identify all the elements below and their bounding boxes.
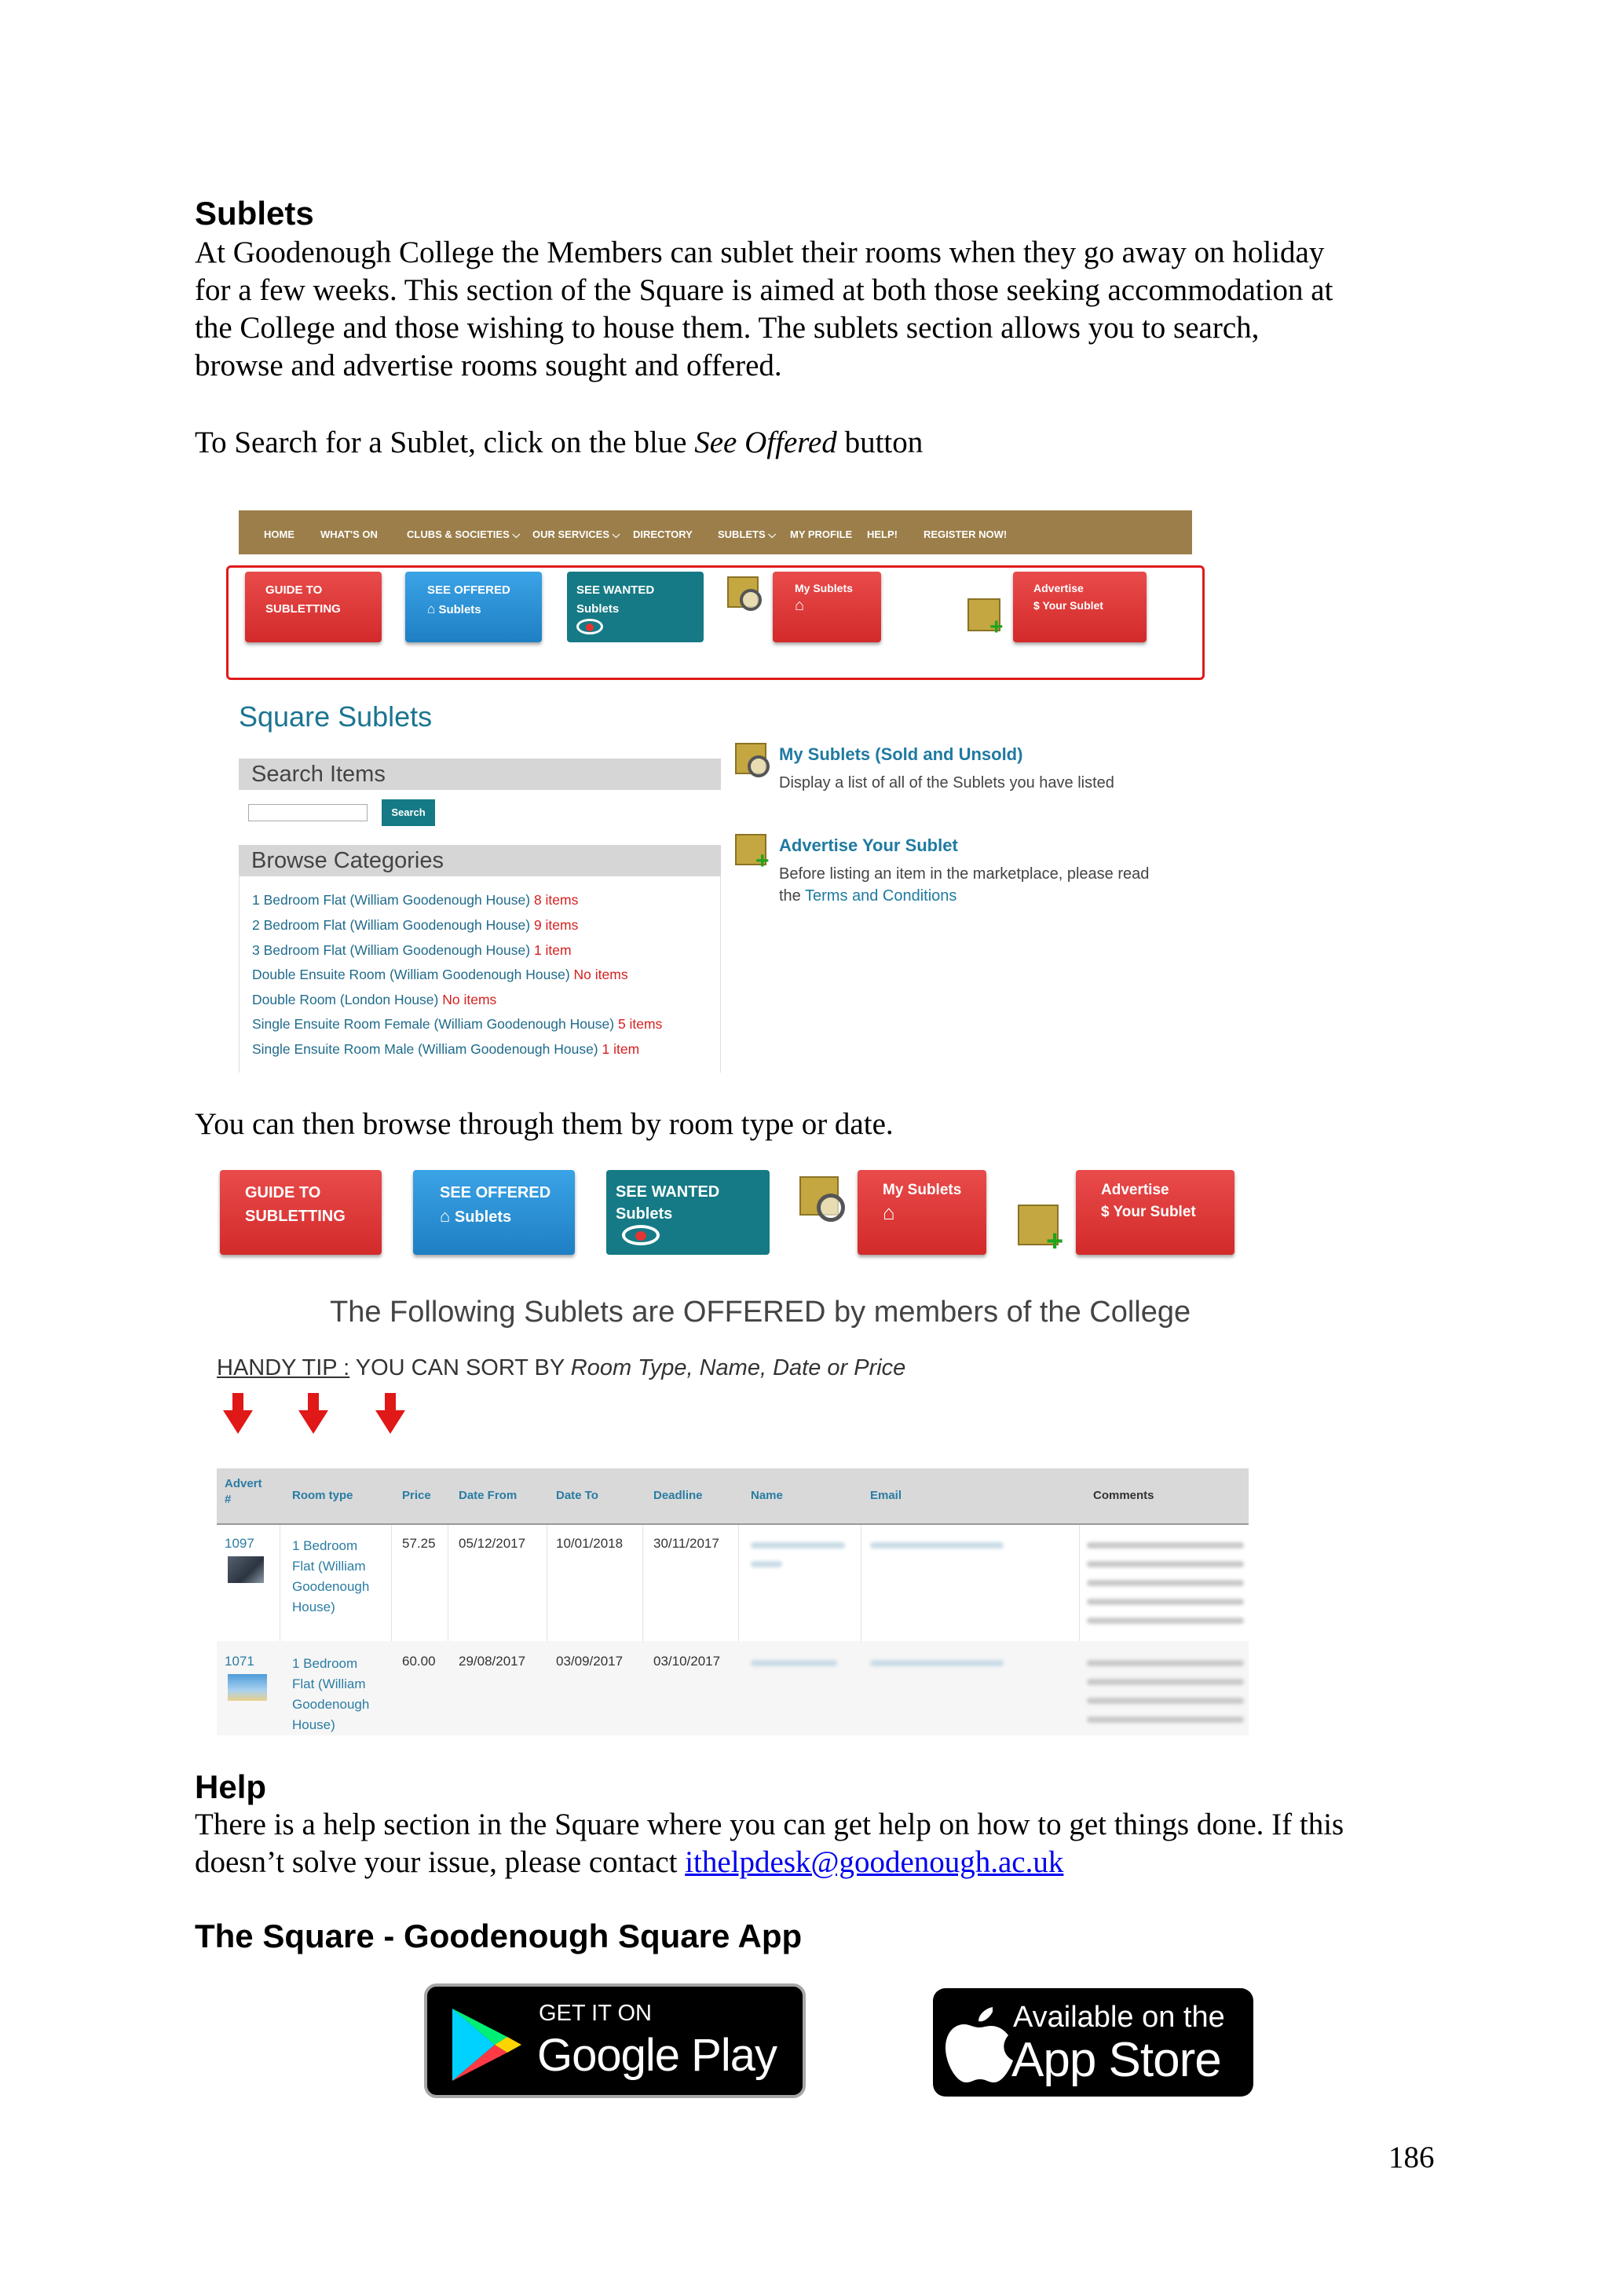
nav-clubs[interactable]: CLUBS & SOCIETIES ⌵ [407,528,521,540]
square-sublets-title: Square Sublets [239,700,433,733]
browse-categories-header: Browse Categories [239,845,721,876]
home-icon: ⌂ [427,601,436,616]
offered-title: The Following Sublets are OFFERED by members of the College [330,1296,1191,1329]
home-icon: ⌂ [795,597,805,614]
search-instruction: To Search for a Sublet, click on the blue See Offered button [195,426,924,459]
list-item[interactable]: 2 Bedroom Flat (William Goodenough House) 9 items [252,917,579,933]
nav-register[interactable]: REGISTER NOW! [924,528,1008,540]
col-comments: Comments [1093,1489,1154,1502]
list-item[interactable]: Single Ensuite Room Female (William Goodenough House) 5 items [252,1016,663,1032]
app-heading: The Square - Goodenough Square App [195,1918,803,1954]
nav-our-services[interactable]: OUR SERVICES ⌵ [532,528,620,540]
my-sublets-description: Display a list of all of the Sublets you have listed [779,774,1114,792]
helpdesk-email-link[interactable]: ithelpdesk@goodenough.ac.uk [685,1845,1064,1879]
help-heading: Help [195,1768,267,1805]
offered-sublets-screenshot [212,1170,1256,1735]
see-wanted-button[interactable]: SEE WANTED Sublets [567,572,704,642]
nav-my-profile[interactable]: MY PROFILE [790,528,853,540]
home-icon: ⌂ [440,1206,451,1226]
list-item[interactable]: 3 Bedroom Flat (William Goodenough House) 1 item [252,942,572,958]
listing-thumbnail [228,1674,267,1701]
listing-thumbnail [228,1556,264,1583]
search-items-header: Search Items [239,759,721,790]
page-number: 186 [1388,2141,1435,2174]
apple-icon [944,2001,1015,2084]
col-date-to[interactable]: Date To [556,1489,598,1502]
sublets-paragraph: At Goodenough College the Members can sublet their rooms when they go away on holiday for a few weeks. This section of the Square is aimed at both those seeking accommodation at the College and those wishing to house them. The sublets section allows you to search, browse and advertise rooms sought and offered. [195,236,1333,382]
see-wanted-button[interactable]: SEE WANTED Sublets [606,1170,770,1255]
guide-to-subletting-button[interactable]: GUIDE TO SUBLETTING [245,572,382,642]
col-email[interactable]: Email [870,1489,902,1502]
handy-tip: HANDY TIP : YOU CAN SORT BY Room Type, Name, Date or Price [217,1355,906,1380]
eye-icon [576,619,603,634]
advertise-sublet-button[interactable]: Advertise $ Your Sublet [1076,1170,1234,1255]
home-icon: ⌂ [883,1201,895,1224]
nav-whats-on[interactable]: WHAT'S ON [320,528,378,540]
col-deadline[interactable]: Deadline [653,1489,703,1502]
help-paragraph: There is a help section in the Square where you can get help on how to get things done. If this doesn’t solve your issue, please contact ithelpdesk@goodenough.ac.uk [195,1808,1344,1879]
col-room-type[interactable]: Room type [292,1489,353,1502]
col-price[interactable]: Price [402,1489,431,1502]
nav-home[interactable]: HOME [264,528,294,540]
col-date-from[interactable]: Date From [459,1489,518,1502]
money-bag-icon: $ [1101,1204,1110,1220]
col-name[interactable]: Name [751,1489,783,1502]
browse-instruction: You can then browse through them by room type or date. [195,1107,894,1141]
box-add-icon: + [735,834,773,872]
money-bag-icon: $ [1033,599,1040,612]
category-list [239,876,721,1073]
my-sublets-button[interactable]: My Sublets ⌂ [773,572,881,642]
list-item[interactable]: 1 Bedroom Flat (William Goodenough House) 8 items [252,892,579,908]
col-advert[interactable]: Advert # [225,1477,262,1506]
see-offered-button[interactable]: SEE OFFERED ⌂ Sublets [413,1170,575,1255]
nav-directory[interactable]: DIRECTORY [633,528,693,540]
see-offered-button[interactable]: SEE OFFERED ⌂ Sublets [405,572,542,642]
main-nav-bar [239,510,1192,554]
list-item[interactable]: Double Ensuite Room (William Goodenough House) No items [252,967,628,982]
google-play-icon [449,2005,523,2084]
down-arrow-icon [375,1391,422,1439]
nav-sublets[interactable]: SUBLETS ⌵ [718,528,777,540]
search-button[interactable]: Search [382,799,435,826]
advertise-description: Before listing an item in the marketplace, please read [779,865,1150,883]
table-header [217,1468,1249,1525]
table-body: 1097 1 Bedroom Flat (William Goodenough House) 57.25 05/12/2017 10/01/2018 30/11/2017 1071 1 Bedroom Flat (William Goodenough House) 60.00 29/08/2017 03/09/2017 03/10/2017 [217,1525,1249,1735]
box-add-icon: + [1018,1205,1066,1253]
eye-icon [622,1225,660,1245]
app-store-badge[interactable]: Available on the App Store [933,1988,1253,2097]
sublets-heading: Sublets [195,195,314,232]
my-sublets-button[interactable]: My Sublets ⌂ [858,1170,986,1255]
terms-line: the Terms and Conditions [779,887,957,905]
advertise-sublet-button[interactable]: Advertise $ Your Sublet [1013,572,1147,642]
list-item[interactable]: Single Ensuite Room Male (William Goodenough House) 1 item [252,1041,640,1057]
my-sublets-link[interactable]: My Sublets (Sold and Unsold) [779,744,1023,764]
list-item[interactable]: Double Room (London House) No items [252,992,497,1007]
nav-help[interactable]: HELP! [867,528,898,540]
guide-to-subletting-button[interactable]: GUIDE TO SUBLETTING [220,1170,382,1255]
google-play-badge[interactable]: GET IT ON Google Play [424,1983,806,2098]
advertise-sublet-link[interactable]: Advertise Your Sublet [779,835,958,855]
square-sublets-screenshot [225,507,1211,1073]
down-arrows-icon [223,1391,341,1439]
search-input[interactable] [248,804,368,821]
box-search-icon [735,743,771,779]
terms-link[interactable]: Terms and Conditions [805,887,957,905]
box-add-icon: + [967,598,1005,636]
box-search-icon [727,576,762,611]
box-search-icon [799,1176,847,1223]
